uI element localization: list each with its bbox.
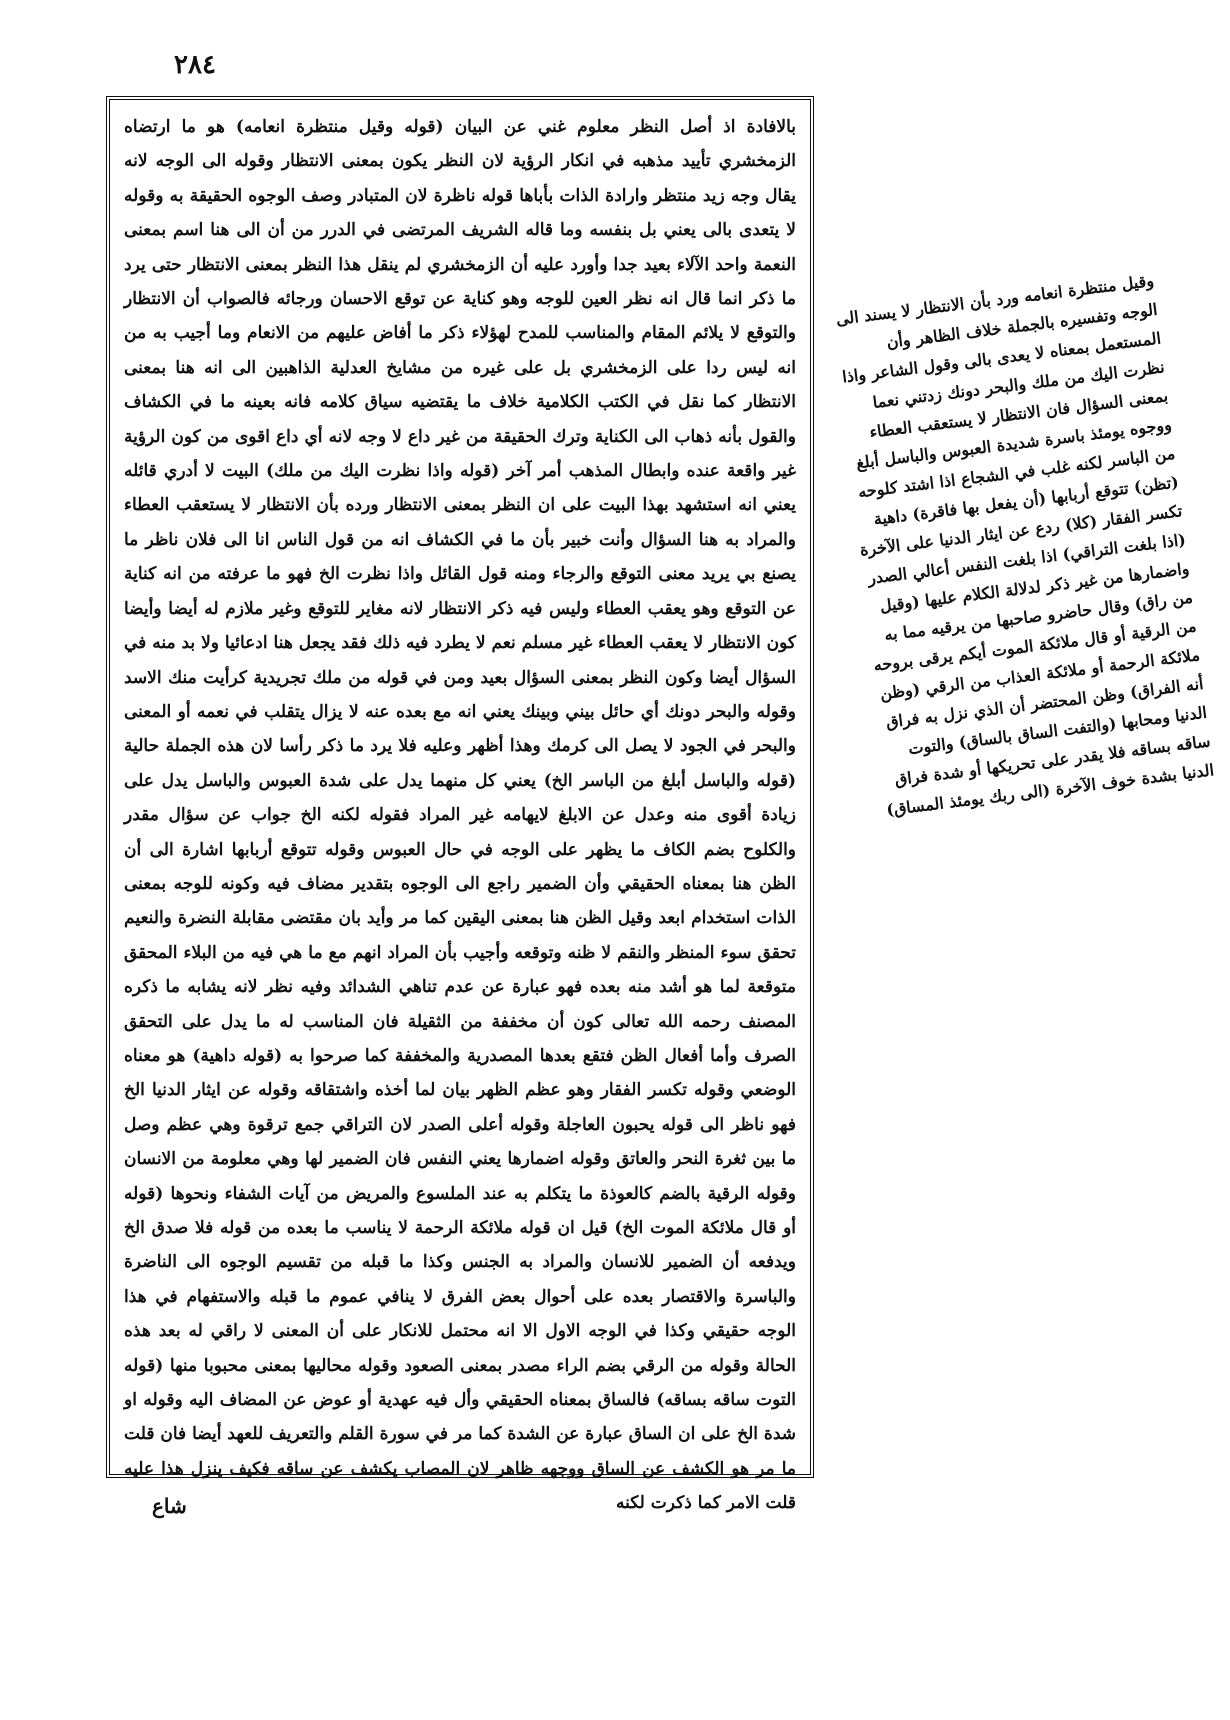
page-number: ٢٨٤ [174,50,216,80]
margin-note: وقيل منتظرة انعامه ورد بأن الانتظار لا يسند الى الوجه وتفسيره بالجملة خلاف الظاهر وأن المستعمل بمعناه لا يعدى بالى وقول الشاعر واذا نظرت اليك من ملك والبحر دونك زدتني نعما بمعنى السؤال فان الانتظار لا يستعقب العطاء ووجوه يومئذ باسرة شديدة العبوس والباسل أبلغ من الباسر لكنه غلب في الشجاع اذا اشتد كلوحه (تظن) تتوقع أربابها (أن يفعل بها فاقرة) داهية تكسر الفقار (كلا) ردع عن ايثار الدنيا على الآخرة (اذا بلغت التراقي) اذا بلغت النفس أعالي الصدر واضمارها من غير ذكر لدلالة الكلام عليها (وقيل من راق) وقال حاضرو صاحبها من يرقيه مما به من الرقية أو قال ملائكة الموت أيكم يرقى بروحه ملائكة الرحمة أو ملائكة العذاب من الرقي (وظن أنه الفراق) وظن المحتضر أن الذي نزل به فراق الدنيا ومحابها (والتفت الساق بالساق) والتوت ساقه بساقه فلا يقدر على تحريكها أو شدة فراق الدنيا بشدة خوف الآخرة (الى ربك يومئذ المساق) [834,270,1216,820]
catchword: شاع [152,1494,187,1518]
main-commentary-text: بالافادة اذ أصل النظر معلوم غني عن البيان (قوله وقيل منتظرة انعامه) هو ما ارتضاه الزمخشري تأييد مذهبه في انكار الرؤية لان النظر يكون بمعنى الانتظار وقوله الى الوجه لانه يقال وجه زيد منتظر وارادة الذات بأباها قوله ناظرة لان المتبادر وصف الوجوه الحقيقة به وقوله لا يتعدى بالى يعني بل بنفسه وما قاله الشريف المرتضى في الدرر من أن الى هنا اسم بمعنى النعمة واحد الآلاء بعيد جدا وأورد عليه أن الزمخشري لم ينقل هذا النظر بمعنى الانتظار حتى يرد ما ذكر انما قال انه نظر العين للوجه وهو كناية عن توقع الاحسان ورجائه فالصواب أن الانتظار والتوقع لا يلائم المقام والمناسب للمدح لهؤلاء ذكر ما أفاض عليهم من الانعام وما أجيب به من انه ليس ردا على الزمخشري بل على غيره من مشايخ العدلية الذاهبين الى انه هنا بمعنى الانتظار كما نقل في الكتب الكلامية خلاف ما يقتضيه سياق كلامه فانه بعينه ما في الكشاف والقول بأنه ذهاب الى الكناية وترك الحقيقة من غير داع لا وجه لانه أي داع اقوى من كون الرؤية غير واقعة عنده وابطال المذهب أمر آخر (قوله واذا نظرت اليك من ملك) البيت لا أدري قائله يعني انه استشهد بهذا البيت على ان النظر بمعنى الانتظار ورده بأن الانتظار لا يستعقب العطاء والمراد به هنا السؤال وأنت خبير بأن ما في الكشاف انه من قول الناس انا الى فلان ناظر ما يصنع بي يريد معنى التوقع والرجاء ومنه قول القائل واذا نظرت الخ فهو ما عرفته من انه كناية عن التوقع وهو يعقب العطاء وليس فيه ذكر الانتظار لانه مغاير للتوقع وغير ملازم له أيضا وأيضا كون الانتظار لا يعقب العطاء غير مسلم نعم لا يطرد فيه ذلك فقد يجعل هنا ادعائيا ولا بد منه في السؤال أيضا وكون النظر بمعنى السؤال بعيد ومن في قوله من ملك تجريدية كرأيت منك الاسد وقوله والبحر دونك أي حائل بيني وبينك يعني انه مع بعده عنه لا يزال يتقلب في نعمه أو المعنى والبحر في الجود لا يصل الى كرمك وهذا أظهر وعليه فلا يرد ما ذكر رأسا لان هذه الجملة حالية (قوله والباسل أبلغ من الباسر الخ) يعني كل منهما يدل على شدة العبوس والباسل يدل على زيادة أقوى منه وعدل عن الابلغ لايهامه غير المراد فقوله لكنه الخ جواب عن سؤال مقدر والكلوح بضم الكاف ما يظهر على الوجه في حال العبوس وقوله تتوقع أربابها اشارة الى أن الظن هنا بمعناه الحقيقي وأن الضمير راجع الى الوجوه بتقدير مضاف فيه وكونه للوجه بمعنى الذات استخدام ابعد وقيل الظن هنا بمعنى اليقين كما مر وأيد بان مقتضى مقابلة النضرة والنعيم تحقق سوء المنظر والنقم لا ظنه وتوقعه وأجيب بأن المراد انهم مع ما هي فيه من البلاء المحقق متوقعة لما هو أشد منه بعده فهو عبارة عن عدم تناهي الشدائد وفيه نظر لانه يشابه ما ذكره المصنف رحمه الله تعالى كون أن مخففة من الثقيلة فان المناسب له ما يدل على التحقق الصرف وأما أفعال الظن فتقع بعدها المصدرية والمخففة كما صرحوا به (قوله داهية) هو معناه الوضعي وقوله تكسر الفقار وهو عظم الظهر بيان لما أخذه واشتقاقه وقوله عن ايثار الدنيا الخ فهو ناظر الى قوله يحبون العاجلة وقوله أعلى الصدر لان التراقي جمع ترقوة وهي عظم وصل ما بين ثغرة النحر والعاتق وقوله اضمارها يعني النفس فان الضمير لها وهي معلومة من الانسان وقوله الرقية بالضم كالعوذة ما يتكلم به عند الملسوع والمريض من آيات الشفاء ونحوها (قوله أو قال ملائكة الموت الخ) قيل ان قوله ملائكة الرحمة لا يناسب ما بعده من قوله فلا صدق الخ ويدفعه أن الضمير للانسان والمراد به الجنس وكذا ما قبله من تقسيم الوجوه الى الناضرة والباسرة والاقتصار بعده على أحوال بعض الفرق لا ينافي عموم ما قبله والاستفهام في هذا الوجه حقيقي وكذا في الوجه الاول الا انه محتمل للانكار على أن المعنى لا راقي له بعد هذه الحالة وقوله من الرقي بضم الراء مصدر بمعنى الصعود وقوله محاليها بمعنى محبوبا منها (قوله التوت ساقه بساقه) فالساق بمعناه الحقيقي وأل فيه عهدية أو عوض عن المضاف اليه وقوله او شدة الخ على ان الساق عبارة عن الشدة كما مر في سورة القلم والتعريف للعهد أيضا فان قلت ما مر هو الكشف عن الساق ووجهه ظاهر لان المصاب يكشف عن ساقه فكيف ينزل هذا عليه قلت الامر كما ذكرت لكنه [124,117,796,1514]
